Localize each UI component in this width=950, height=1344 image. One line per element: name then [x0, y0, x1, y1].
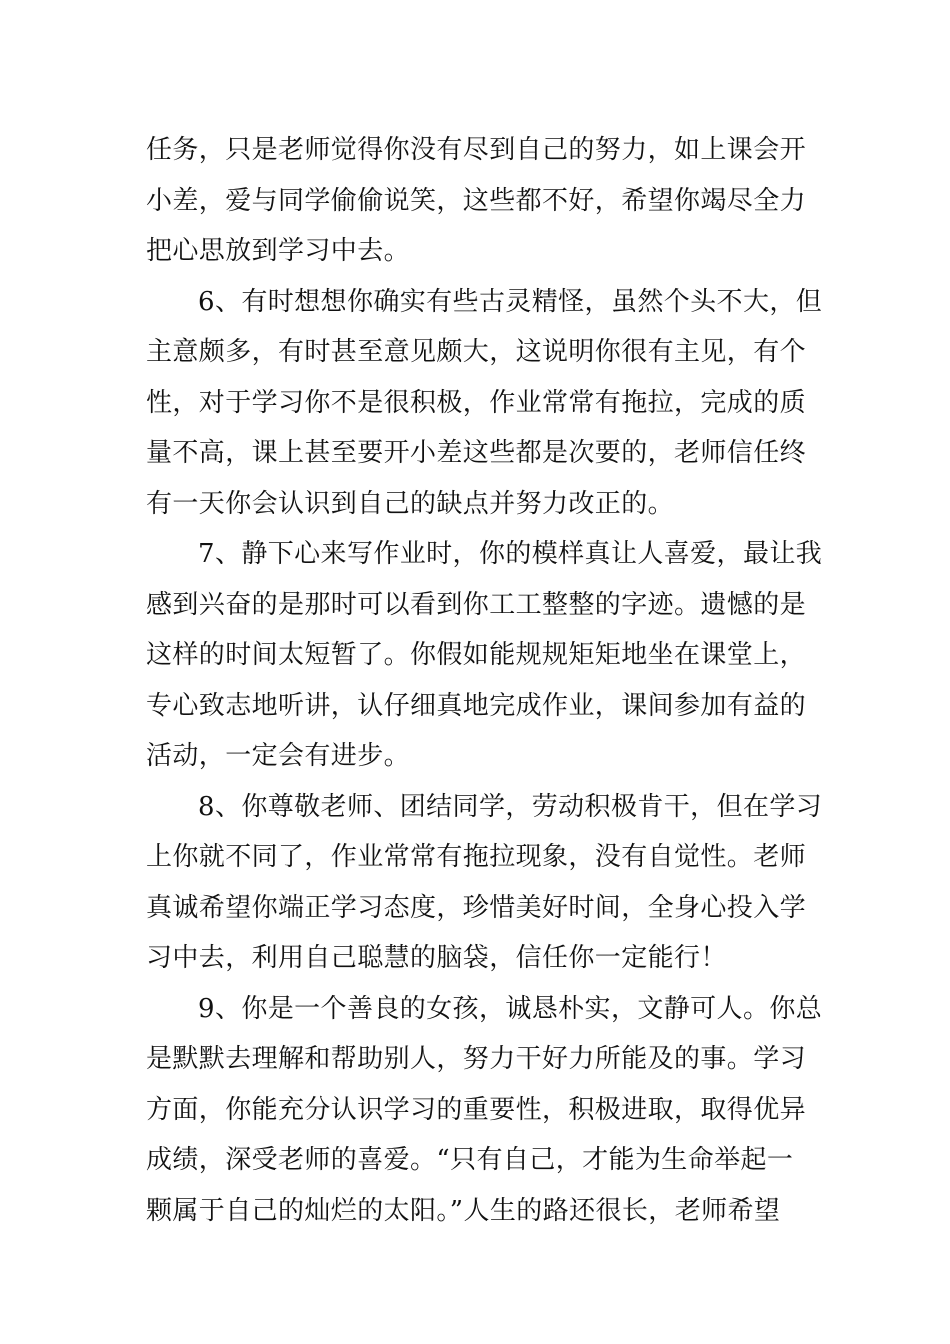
text-line: 专心致志地听讲，认仔细真地完成作业，课间参加有益的	[146, 690, 807, 721]
text-line: 方面，你能充分认识学习的重要性，积极进取，取得优异	[146, 1094, 807, 1125]
text-line: 是默默去理解和帮助别人，努力干好力所能及的事。学习	[146, 1044, 807, 1074]
text-line: 这样的时间太短暂了。你假如能规规矩矩地坐在课堂上，	[146, 640, 807, 670]
paragraph-7-start: 7、静下心来写作业时，你的模样真让人喜爱，最让我	[198, 539, 823, 569]
text-line: 真诚希望你端正学习态度，珍惜美好时间，全身心投入学	[146, 892, 807, 923]
paragraph-9-start: 9、你是一个善良的女孩，诚恳朴实，文静可人。你总	[198, 993, 823, 1024]
text-line: 性，对于学习你不是很积极，作业常常有拖拉，完成的质	[146, 387, 807, 418]
text-line: 成绩，深受老师的喜爱。“只有自己，才能为生命举起一	[146, 1145, 794, 1175]
text-line: 有一天你会认识到自己的缺点并努力改正的。	[146, 488, 675, 519]
text-line: 任务，只是老师觉得你没有尽到自己的努力，如上课会开	[146, 135, 807, 165]
text-line: 把心思放到学习中去。	[146, 236, 411, 266]
text-line: 小差，爱与同学偷偷说笑，这些都不好，希望你竭尽全力	[146, 185, 807, 216]
text-line: 习中去，利用自己聪慧的脑袋，信任你一定能行！	[146, 943, 727, 973]
body-text	[146, 125, 823, 1236]
text-line: 感到兴奋的是那时可以看到你工工整整的字迹。遗憾的是	[146, 589, 807, 620]
paragraph-8-start: 8、你尊敬老师、团结同学，劳动积极肯干，但在学习	[198, 791, 823, 822]
text-line: 主意颇多，有时甚至意见颇大，这说明你很有主见，有个	[146, 337, 807, 367]
text-line: 上你就不同了，作业常常有拖拉现象，没有自觉性。老师	[146, 842, 807, 872]
text-line: 颗属于自己的灿烂的太阳。”人生的路还很长，老师希望	[146, 1195, 781, 1226]
text-line: 活动，一定会有进步。	[146, 741, 411, 771]
text-line: 量不高，课上甚至要开小差这些都是次要的，老师信任终	[146, 438, 807, 468]
paragraph-6-start: 6、有时想想你确实有些古灵精怪，虽然个头不大，但	[198, 286, 823, 317]
